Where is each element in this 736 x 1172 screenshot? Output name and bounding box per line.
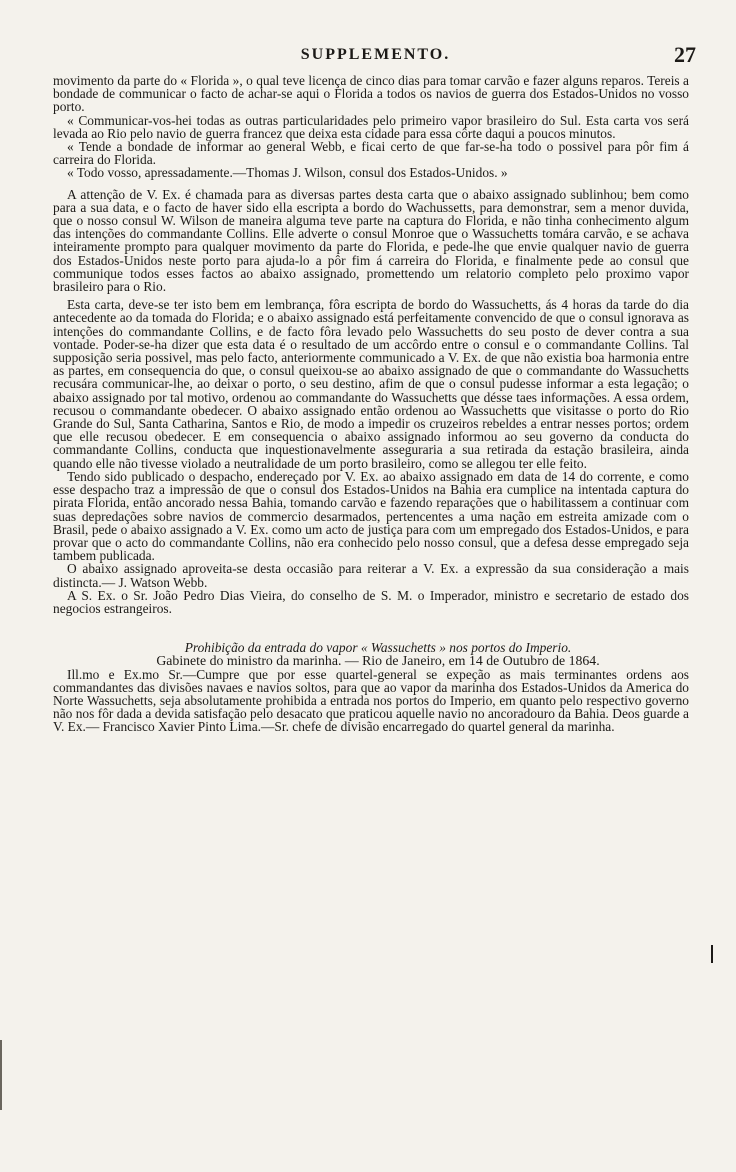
edge-mark: [0, 1040, 2, 1110]
paragraph-continuation: movimento da parte do « Florida », o qual teve licença de cinco dias para tomar carvão e fazer alguns reparos. Tereis a bondade de communicar o facto de achar-se aqui o Florida a todos os navios de guerra dos Estados-Unidos no vosso porto.: [53, 73, 689, 115]
paragraph-letter: « Communicar-vos-hei todas as outras particularidades pelo primeiro vapor brasileiro do Sul. Esta carta vos será levada ao Rio pelo navio de guerra francez que deixa esta cidade para essa côrte daqui a poucos minutos.: [53, 112, 689, 141]
paragraph-letter-signature: « Todo vosso, apressadamente.—Thomas J. Wilson, consul dos Estados-Unidos. »: [67, 165, 508, 181]
body-text: [53, 74, 689, 734]
paragraph: Esta carta, deve-se ter isto bem em lembrança, fôra escripta de bordo do Wassuchetts, ás 4 horas da tarde do dia antecedente ao da tomada do Florida; e o abaixo assignado está perfeitamente convencido de que o consul ignorava as intenções do commandante Collins, e de facto fôra levado pelo Wassuchetts do seu posto de dever contra a sua vontade. Poder-se-ha dizer que esta data é o resultado de um accôrdo entre o consul e o commandante Collins. Tal supposição seria possivel, mas pelo facto, anteriormente communicado a V. Ex. de que não existia boa harmonia entre as partes, em consequencia do que, o consul queixou-se ao abaixo assignado de que o commandante do Wassuchetts recusára communicar-lhe, ao deixar o porto, o seu destino, afim de que o consul pudesse informar a esta legação; o abaixo assignado por tal motivo, ordenou ao commandante do Wassuchetts que désse taes informações. A essa ordem, recusou o commandante obedecer. O abaixo assignado então ordenou ao Wassuchetts que visitasse o porto do Rio Grande do Sul, Santa Catharina, Santos e Rio, de modo a impedir os cruzeiros rebeldes a entrar nesses portos; ordem que elle recusou obedecer. E em consequencia o abaixo assignado informou ao seu governo da conducta do commandante Collins, conducta que inquestionavelmente asseguraria a sua retirada da estação brasileira, ainda quando elle não tivesse violado a neutralidade de um porto brasileiro, como se allegou ter elle feito.: [53, 297, 689, 471]
paragraph-letter: « Tende a bondade de informar ao general Webb, e ficai certo de que far-se-ha todo o possivel para pôr fim á carreira do Florida.: [53, 139, 689, 168]
paragraph: A attenção de V. Ex. é chamada para as diversas partes desta carta que o abaixo assignado sublinhou; bem como para a sua data, e o facto de haver sido ella escripta a bordo do Wachussetts, para demonstrar, sem a menor duvida, que o nosso consul W. Wilson de maneira alguma teve parte na captura do Florida, e não tinha conhecimento algum das intenções do commandante Collins. Elle adverte o consul Monroe que o Wassuchetts tomára carvão, e se achava inteiramente prompto para qualquer movimento da parte do Florida, e pede-lhe que envie qualquer navio de guerra dos Estados-Unidos neste porto para ajuda-lo a pôr fim á carreira do Florida, e finalmente pede ao consul que communique todos esses factos ao abaixo assignado, promettendo um relatorio completo pelo proximo vapor brasileiro para o Rio.: [53, 186, 689, 295]
margin-mark: [711, 945, 713, 963]
paragraph: Tendo sido publicado o despacho, endereçado por V. Ex. ao abaixo assignado em data de 14 do corrente, e como esse despacho traz a impressão de que o consul dos Estados-Unidos na Bahia era cumplice na intentada captura do pirata Florida, então ancorado nessa Bahia, tomando carvão e fazendo reparações que o habilitassem a continuar com suas depredações sobre navios de commercio desarmados, pertencentes a uma nação em estreita amizade com o Brasil, pede o abaixo assignado a V. Ex. como um acto de justiça para com um empregado dos Estados-Unidos, e para provar que o acto do commandante Collins, não era conhecido pelo nosso consul, que a defesa desse empregado seja tambem publicada.: [53, 468, 689, 564]
page-header: [55, 44, 696, 70]
section-title: Prohibição da entrada do vapor « Wassuchetts » nos portos do Imperio.: [184, 640, 572, 656]
paragraph-addressee: A S. Ex. o Sr. João Pedro Dias Vieira, do conselho de S. M. o Imperador, ministro e secretario de estado dos negocios estrangeiros.: [53, 587, 689, 616]
section-body: Ill.mo e Ex.mo Sr.—Cumpre que por esse quartel-general se expeção as mais terminantes ordens aos commandantes das divisões navaes e navios soltos, para que ao vapor da marinha dos Estados-Unidos da America do Norte Wassuchetts, seja absolutamente prohibida a entrada nos portos do Imperio, em quanto pelo respectivo governo não nos fôr dada a devida satisfação pelo desacato que praticou aquelle navio no ancoradouro da Bahia. Deos guarde a V. Ex.— Francisco Xavier Pinto Lima.—Sr. chefe de divisão encarregado do quartel general da marinha.: [53, 666, 689, 735]
running-title: SUPPLEMENTO.: [300, 46, 451, 63]
page-number: 27: [674, 42, 696, 67]
section-dateline: Gabinete do ministro da marinha. — Rio de Janeiro, em 14 de Outubro de 1864.: [156, 653, 600, 669]
paragraph-closing: O abaixo assignado aproveita-se desta occasião para reiterar a V. Ex. a expressão da sua consideração a mais distincta.— J. Watson Webb.: [53, 561, 689, 590]
